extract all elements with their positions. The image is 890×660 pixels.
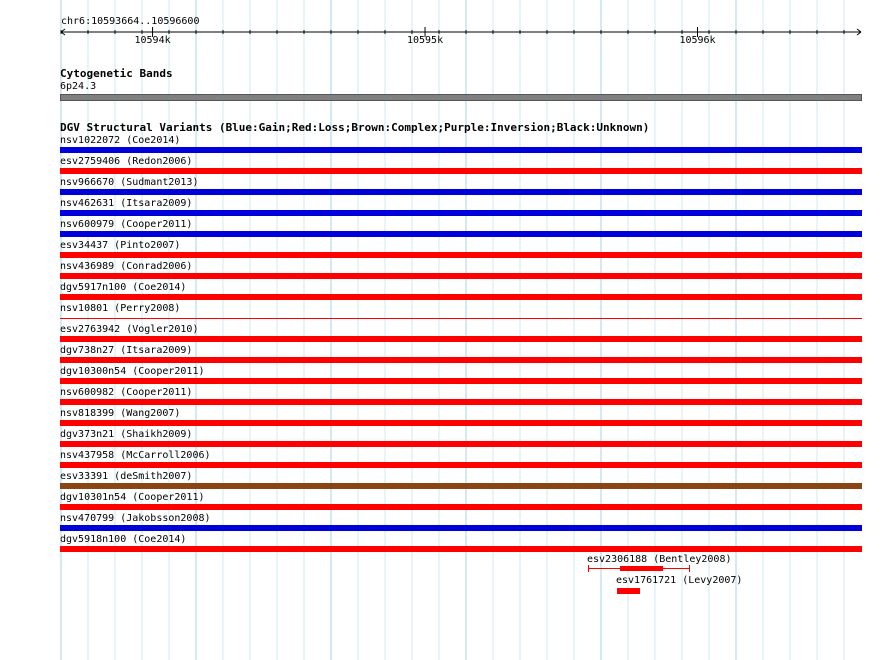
- dgv-track-label: esv2759406 (Redon2006): [60, 156, 193, 167]
- cytoband-label: 6p24.3: [60, 81, 97, 92]
- cytoband-bar[interactable]: [60, 94, 862, 101]
- dgv-variant-bar[interactable]: [60, 147, 862, 153]
- dgv-variant-bar[interactable]: [60, 378, 862, 384]
- dgv-track-label: dgv10301n54 (Cooper2011): [60, 492, 205, 503]
- dgv-variant-bar[interactable]: [60, 252, 862, 258]
- dgv-track-label: dgv10300n54 (Cooper2011): [60, 366, 205, 377]
- feature-label: esv1761721 (Levy2007): [616, 575, 743, 586]
- dgv-variant-bar[interactable]: [60, 420, 862, 426]
- dgv-variant-bar[interactable]: [60, 546, 862, 552]
- dgv-track-label: esv2763942 (Vogler2010): [60, 324, 199, 335]
- dgv-variant-bar[interactable]: [60, 462, 862, 468]
- feature-label: esv2306188 (Bentley2008): [587, 554, 732, 565]
- dgv-track-label: nsv966670 (Sudmant2013): [60, 177, 199, 188]
- dgv-variant-bar[interactable]: [60, 483, 862, 489]
- dgv-track-label: dgv5918n100 (Coe2014): [60, 534, 187, 545]
- dgv-variant-bar[interactable]: [60, 273, 862, 279]
- dgv-track-label: nsv10801 (Perry2008): [60, 303, 181, 314]
- dgv-track-label: dgv373n21 (Shaikh2009): [60, 429, 193, 440]
- dgv-track-label: nsv600982 (Cooper2011): [60, 387, 193, 398]
- feature-bar[interactable]: [617, 588, 640, 594]
- dgv-track-label: nsv1022072 (Coe2014): [60, 135, 181, 146]
- dgv-variant-bar[interactable]: [60, 441, 862, 447]
- dgv-variant-bar[interactable]: [60, 318, 862, 319]
- dgv-variant-bar[interactable]: [60, 210, 862, 216]
- dgv-track-label: dgv738n27 (Itsara2009): [60, 345, 193, 356]
- ruler-tick-label: 10596k: [679, 35, 716, 46]
- dgv-variant-bar[interactable]: [60, 504, 862, 510]
- feature-bar-end-right: [689, 565, 690, 572]
- dgv-track-label: nsv600979 (Cooper2011): [60, 219, 193, 230]
- dgv-variant-bar[interactable]: [60, 399, 862, 405]
- feature-bar-end-left: [588, 565, 589, 572]
- dgv-variant-bar[interactable]: [60, 336, 862, 342]
- dgv-track-label: nsv462631 (Itsara2009): [60, 198, 193, 209]
- dgv-variant-bar[interactable]: [60, 231, 862, 237]
- dgv-track-label: nsv818399 (Wang2007): [60, 408, 181, 419]
- dgv-track-label: nsv437958 (McCarroll2006): [60, 450, 211, 461]
- dgv-track-title: DGV Structural Variants (Blue:Gain;Red:Loss;Brown:Complex;Purple:Inversion;Black:Unknown): [60, 121, 650, 134]
- dgv-track-label: dgv5917n100 (Coe2014): [60, 282, 187, 293]
- dgv-variant-bar[interactable]: [60, 168, 862, 174]
- dgv-track-label: nsv470799 (Jakobsson2008): [60, 513, 211, 524]
- dgv-variant-bar[interactable]: [60, 294, 862, 300]
- dgv-track-label: nsv436989 (Conrad2006): [60, 261, 193, 272]
- dgv-track-label: esv34437 (Pinto2007): [60, 240, 181, 251]
- cytoband-track-title: Cytogenetic Bands: [60, 67, 173, 80]
- dgv-variant-bar[interactable]: [60, 525, 862, 531]
- dgv-variant-bar[interactable]: [60, 189, 862, 195]
- region-label: chr6:10593664..10596600: [61, 16, 200, 27]
- ruler-tick-label: 10594k: [134, 35, 171, 46]
- ruler-tick-label: 10595k: [406, 35, 444, 46]
- dgv-variant-bar[interactable]: [60, 357, 862, 363]
- feature-bar-thick[interactable]: [620, 566, 663, 571]
- dgv-track-label: esv33391 (deSmith2007): [60, 471, 193, 482]
